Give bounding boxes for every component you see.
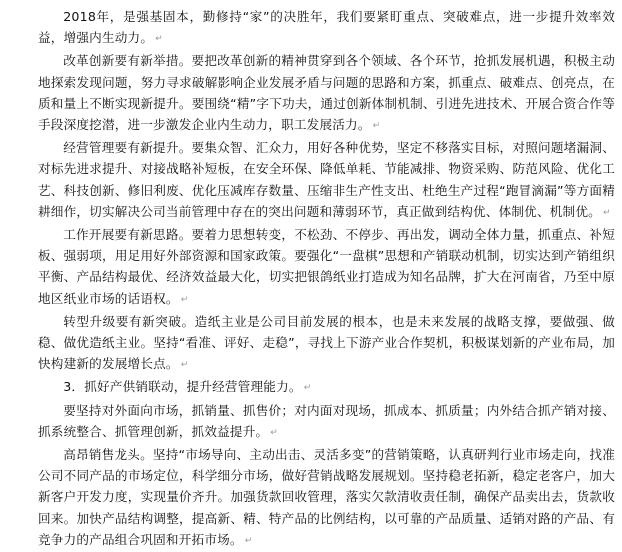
- paragraph-text: 2018年，是强基固本，勤修持“家”的决胜年，我们要紧盯重点、突破难点，进一步提升效率效益，增强内生动力。: [38, 9, 615, 46]
- paragraph-mark-icon: ↵: [270, 427, 279, 438]
- paragraph-reform-innovation: [38, 50, 615, 137]
- paragraph-operation-management: [38, 137, 615, 224]
- paragraph-market-focus: [38, 400, 615, 444]
- document-body[interactable]: [38, 6, 615, 552]
- paragraph-mark-icon: ↵: [303, 383, 312, 394]
- paragraph-text: 要坚持对外面向市场，抓销量、抓售价；对内面对现场，抓成本、抓质量；内外结合抓产销对接、抓系统整合、抓管理创新，抓效益提升。: [38, 402, 615, 439]
- section-heading: [38, 376, 615, 399]
- paragraph-mark-icon: ↵: [155, 34, 163, 45]
- paragraph-mark-icon: ↵: [372, 121, 381, 132]
- paragraph-text: 高昂销售龙头。坚持“市场导向、主动出击、灵活多变”的营销策略，认真研判行业市场走向，找准公司不同产品的市场定位，科学细分市场，做好营销战略发展规划。坚持稳老拓新，稳定老客户，加大新客户开发力度，实现量价齐升。加强货款回收管理，落实欠款清收责任制，确保产品卖出去，货款收回来。加快产品结构调整，提高新、精、特产品的比例结构，以可靠的产品质量、适销对路的产品、有竞争力的产品组合巩固和开拓市场。: [38, 447, 615, 547]
- paragraph-mark-icon: ↵: [244, 535, 253, 546]
- paragraph-mark-icon: ↵: [180, 294, 189, 305]
- paragraph-mark-icon: ↵: [602, 207, 611, 218]
- paragraph-text: 改革创新要有新举措。要把改革创新的精神贯穿到各个领域、各个环节，抢抓发展机遇，积极主动地探索发现问题，努力寻求破解影响企业发展矛盾与问题的思路和方案，抓重点、破难点、创亮点，在质和量上不断实现新提升。要围绕“精”字下功夫，通过创新体制机制、引进先进技术、开展合资合作等手段深度挖潜，进一步激发企业内生动力，职工发展活力。: [38, 53, 615, 133]
- paragraph-text: 经营管理要有新提升。要集众智、汇众力，用好各种优势，坚定不移落实目标，对照问题堵漏洞、对标先进求提升、对接战略补短板，在安全环保、降低单耗、节能减排、物资采购、防范风险、优化工艺、科技创新、修旧利废、优化压减库存数量、压缩非生产性支出、杜绝生产过程“跑冒滴漏”等方面精耕细作，切实解决公司当前管理中存在的突出问题和薄弱环节，真正做到结构优、体制优、机制优。: [38, 140, 615, 219]
- paragraph-mark-icon: ↵: [180, 360, 189, 371]
- paragraph-text: 转型升级要有新突破。造纸主业是公司目前发展的根本，也是未来发展的战略支撑，要做强、做稳、做优造纸主业。坚持“看准、评好、走稳”，寻找上下游产业合作契机，积极谋划新的产业布局，加快构建新的发展增长点。: [38, 313, 615, 372]
- paragraph-transformation: [38, 311, 615, 377]
- paragraph-work-approach: [38, 224, 615, 311]
- heading-text: 3．抓好产供销联动，提升经营管理能力。: [63, 379, 302, 395]
- paragraph-intro: [38, 6, 615, 50]
- paragraph-text: 工作开展要有新思路。要着力思想转变，不松劲、不停步、再出发，调动全体力量，抓重点、补短板、强弱项，用足用好外部资源和国家政策。要强化“一盘棋”思想和产销联动机制，切实达到产销组织平衡、产品结构最优、经济效益最大化，切实把银鸽纸业打造成为知名品牌，扩大在河南省，乃至中原地区纸业市场的话语权。: [38, 227, 615, 306]
- paragraph-sales-leadership: [38, 444, 615, 552]
